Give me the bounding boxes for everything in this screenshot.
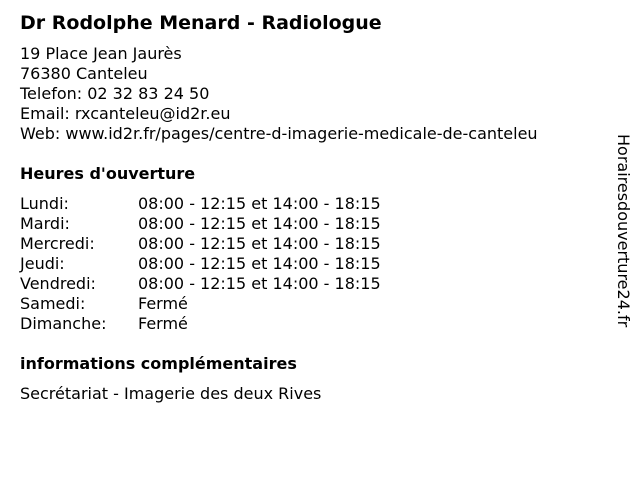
additional-info-heading: informations complémentaires	[20, 354, 297, 373]
page-title: Dr Rodolphe Menard - Radiologue	[20, 12, 382, 34]
hours-value: 08:00 - 12:15 et 14:00 - 18:15	[138, 234, 381, 253]
address-line-2: 76380 Canteleu	[20, 64, 148, 83]
email-line: Email: rxcanteleu@id2r.eu	[20, 104, 231, 123]
hours-row-saturday	[20, 294, 610, 314]
hours-row-monday	[20, 194, 610, 214]
brand-text: Horairesdouverture24.fr	[614, 134, 633, 328]
hours-day-label: Mardi:	[20, 214, 70, 233]
hours-day-label: Vendredi:	[20, 274, 96, 293]
additional-info-text: Secrétariat - Imagerie des deux Rives	[20, 384, 322, 403]
hours-value: 08:00 - 12:15 et 14:00 - 18:15	[138, 194, 381, 213]
brand-watermark	[612, 134, 634, 374]
hours-value: 08:00 - 12:15 et 14:00 - 18:15	[138, 214, 381, 233]
web-line: Web: www.id2r.fr/pages/centre-d-imagerie-medicale-de-canteleu	[20, 124, 538, 143]
hours-value: Fermé	[138, 314, 188, 333]
hours-day-label: Lundi:	[20, 194, 69, 213]
hours-row-thursday	[20, 254, 610, 274]
hours-day-label: Samedi:	[20, 294, 86, 313]
hours-day-label: Dimanche:	[20, 314, 107, 333]
hours-row-sunday	[20, 314, 610, 334]
hours-row-wednesday	[20, 234, 610, 254]
business-listing	[20, 10, 610, 404]
opening-hours-heading: Heures d'ouverture	[20, 164, 196, 183]
hours-row-friday	[20, 274, 610, 294]
hours-value: Fermé	[138, 294, 188, 313]
opening-hours-table	[20, 194, 610, 334]
contact-block	[20, 44, 610, 144]
hours-value: 08:00 - 12:15 et 14:00 - 18:15	[138, 274, 381, 293]
hours-value: 08:00 - 12:15 et 14:00 - 18:15	[138, 254, 381, 273]
address-line-1: 19 Place Jean Jaurès	[20, 44, 182, 63]
hours-day-label: Mercredi:	[20, 234, 95, 253]
hours-row-tuesday	[20, 214, 610, 234]
hours-day-label: Jeudi:	[20, 254, 65, 273]
phone-line: Telefon: 02 32 83 24 50	[20, 84, 210, 103]
